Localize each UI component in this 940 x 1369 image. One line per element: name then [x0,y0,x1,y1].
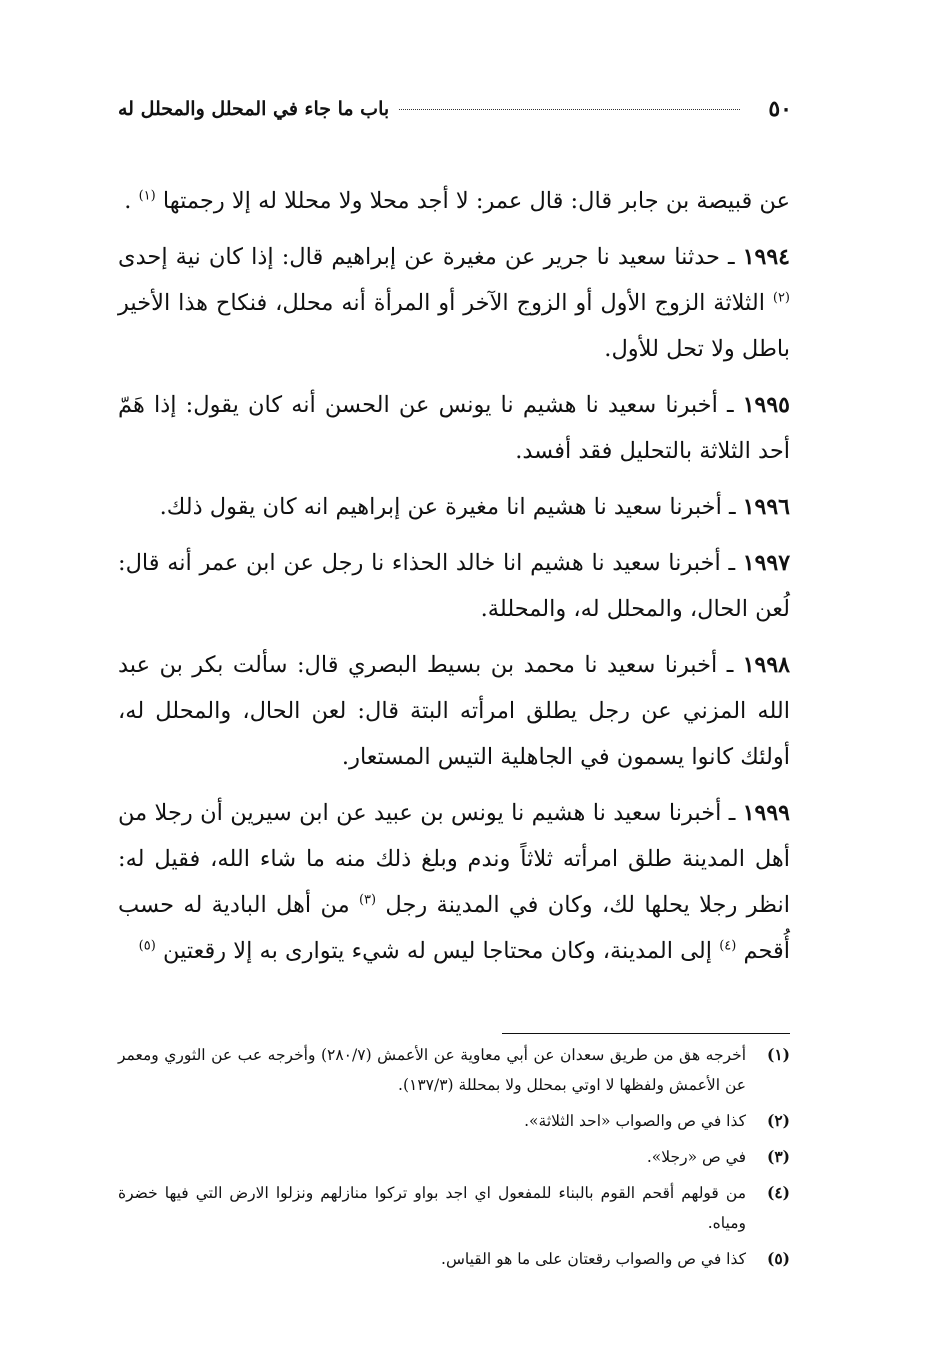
dash: ـ [728,550,736,576]
main-text [118,178,790,984]
footnote-ref: (١) [138,188,156,204]
footnote-text: من قولهم أقحم القوم بالبناء للمفعول اي اجد بواو تركوا منازلهم ونزلوا الارض التي فيها خضرة ومياه. [118,1184,746,1232]
footnote-1 [118,1040,790,1100]
hadith-1999 [118,790,790,974]
dash: ـ [728,494,736,520]
footnote-text: كذا في ص والصواب رقعتان على ما هو القياس. [441,1250,746,1268]
paragraph-text: أخبرنا سعيد نا محمد بن بسيط البصري قال: سألت بكر بن عبد الله المزني عن رجل يطلق امرأته البتة قال: لعن الحال، والمحلل له، أولئك كانوا يسمون في الجاهلية التيس المستعار. [118,652,790,770]
header-rule [399,109,740,110]
footnote-3 [118,1142,790,1172]
footnote-5 [118,1244,790,1274]
footnote-text: أخرجه هق من طريق سعدان عن أبي معاوية عن الأعمش (٢٨٠/٧) وأخرجه عب عن الثوري ومعمر عن الأعمش ولفظها لا اوتي بمحلل ولا بمحللة (١٣٧/٣). [118,1046,746,1094]
paragraph-tail: . [124,188,132,214]
footnote-label: (٣) [766,1147,790,1166]
footnote-separator [502,1033,790,1034]
footnote-text: كذا في ص والصواب «احد الثلاثة». [524,1112,746,1130]
paragraph-text: أخبرنا سعيد نا هشيم انا خالد الحذاء نا رجل عن ابن عمر أنه قال: لُعن الحال، والمحلل له، والمحللة. [118,550,790,622]
paragraph-text: أخبرنا سعيد نا هشيم نا يونس بن عبيد عن ابن سيرين أن رجلا من أهل المدينة طلق امرأته ثلاثاً وندم وبلغ ذلك منه ما شاء الله، فقيل له: انظر رجلا يحلها لك، وكان في المدينة رجل [118,800,790,918]
footnote-text: في ص «رجلا». [646,1148,746,1166]
hadith-number: ١٩٩٦ [742,494,790,520]
footnote-ref: (٤) [719,938,737,954]
hadith-number: ١٩٩٨ [742,652,790,678]
footnote-label: (٢) [766,1111,790,1130]
hadith-1994 [118,234,790,372]
paragraph-tail: إلى المدينة، وكان محتاجا ليس له شيء يتوارى به إلا رقعتين [162,938,713,964]
footnote-ref: (٢) [772,290,790,306]
hadith-number: ١٩٩٧ [742,550,791,576]
paragraph-text: أخبرنا سعيد نا هشيم انا مغيرة عن إبراهيم انه كان يقول ذلك. [159,494,722,520]
paragraph-text: عن قبيصة بن جابر قال: قال عمر: لا أجد محلا ولا محللا له إلا رجمتها [162,188,790,214]
footnotes [118,1040,790,1280]
hadith-1998 [118,642,790,780]
hadith-number: ١٩٩٤ [742,244,790,270]
footnote-label: (٤) [766,1183,790,1202]
footnote-2 [118,1106,790,1136]
hadith-1997 [118,540,790,632]
footnote-ref: (٥) [138,938,156,954]
page-number: ٥٠ [768,96,792,122]
hadith-number: ١٩٩٥ [742,392,790,418]
dash: ـ [728,244,735,270]
paragraph-text: أخبرنا سعيد نا هشيم نا يونس عن الحسن أنه كان يقول: إذا هَمّ أحد الثلاثة بالتحليل فقد أفسد. [118,392,790,464]
paragraph-tail: من أهل البادية له حسب [118,892,350,918]
chapter-title: باب ما جاء في المحلل والمحلل له [118,98,390,120]
paragraph-intro [118,178,790,224]
hadith-1996 [118,484,790,530]
paragraph-text: حدثنا سعيد نا جرير عن مغيرة عن إبراهيم قال: إذا كان نية إحدى [118,244,720,270]
hadith-1995 [118,382,790,474]
footnote-4 [118,1178,790,1238]
dash: ـ [727,392,734,418]
dash: ـ [726,652,734,678]
dash: ـ [728,800,736,826]
footnote-label: (٥) [766,1249,790,1268]
paragraph-tail: أُقحم [743,938,790,964]
hadith-number: ١٩٩٩ [742,800,790,826]
footnote-label: (١) [766,1045,790,1064]
page-header [118,92,792,126]
paragraph-tail: الثلاثة الزوج الأول أو الزوج الآخر أو المرأة أنه محلل، فنكاح هذا الأخير باطل ولا تحل للأول. [118,290,790,362]
footnote-ref: (٣) [358,892,377,908]
